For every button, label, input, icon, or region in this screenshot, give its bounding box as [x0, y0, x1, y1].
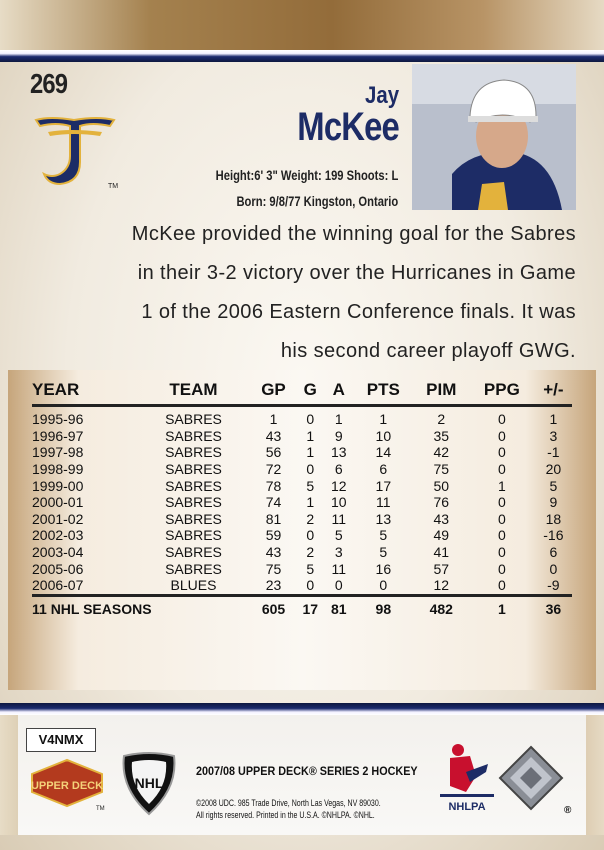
stat-pim: 35	[433, 427, 450, 444]
nhlpa-wordmark: NHLPA	[448, 801, 486, 813]
total-a: 81	[325, 595, 354, 617]
stat-pts: 13	[375, 510, 392, 527]
stat-pim: 76	[433, 494, 450, 511]
stat-ppg: 0	[497, 510, 506, 527]
trademark-label: TM	[108, 183, 119, 190]
stat-team: SABRES	[165, 444, 222, 461]
stats-row	[32, 461, 572, 478]
stat-gp: 43	[265, 427, 282, 444]
stat-year: 2006-07	[32, 577, 84, 594]
bottom-navy-stripe	[0, 703, 604, 715]
stats-row	[32, 511, 572, 528]
total-gp: 605	[251, 595, 296, 617]
stat-g: 5	[306, 560, 315, 577]
stat-pts: 1	[379, 411, 388, 428]
stat-pts: 11	[376, 494, 391, 511]
stat-g: 0	[306, 577, 315, 594]
total-ppg: 1	[469, 595, 535, 617]
stat-g: 5	[306, 477, 315, 494]
stat-pts: 10	[375, 427, 392, 444]
stat-team: SABRES	[165, 477, 222, 494]
stat-ppg: 0	[497, 461, 506, 478]
stats-row	[32, 428, 572, 445]
stats-row	[32, 577, 572, 595]
stat-year: 2000-01	[32, 494, 84, 511]
stat-year: 1997-98	[32, 444, 84, 461]
top-gold-band	[0, 0, 604, 50]
stat-g: 0	[306, 461, 315, 478]
stat-g: 2	[306, 510, 315, 527]
highlight-line: in their 3-2 victory over the Hurricanes in Game	[137, 262, 576, 284]
stats-row	[32, 544, 572, 561]
stat-team: SABRES	[165, 527, 222, 544]
product-name: 2007/08 UPPER DECK® SERIES 2 HOCKEY	[196, 764, 418, 778]
hologram-diamond-icon	[498, 745, 564, 811]
card-number: 269	[30, 68, 68, 99]
career-stats-table	[32, 378, 572, 617]
stat-a: 1	[334, 411, 343, 428]
header-a: A	[325, 378, 354, 406]
copyright-line: ©2008 UDC. 985 Trade Drive, North Las Vegas, NV 89030.	[196, 798, 381, 808]
stat-a: 9	[334, 427, 343, 444]
stat-pts: 5	[379, 527, 388, 544]
stat-pim: 12	[433, 577, 450, 594]
stat-a: 12	[330, 477, 347, 494]
stat-pts: 0	[379, 577, 388, 594]
stats-row	[32, 527, 572, 544]
stat-gp: 43	[265, 544, 282, 561]
header-g: G	[296, 378, 325, 406]
stat-a: 11	[331, 560, 347, 577]
player-photo	[412, 64, 576, 210]
stat-team: SABRES	[165, 510, 222, 527]
upper-deck-wordmark: UPPER DECK	[30, 780, 104, 792]
stat-plus-minus: 1	[549, 411, 558, 428]
stat-gp: 81	[265, 510, 282, 527]
total-plus-minus: 36	[535, 595, 572, 617]
stat-gp: 23	[265, 577, 282, 594]
stat-pts: 6	[379, 461, 388, 478]
stat-plus-minus: -1	[547, 444, 560, 461]
stat-gp: 56	[265, 444, 282, 461]
stat-ppg: 0	[497, 411, 506, 428]
stat-plus-minus: -9	[547, 577, 560, 594]
stat-plus-minus: 0	[549, 560, 558, 577]
stat-ppg: 0	[497, 527, 506, 544]
total-pim: 482	[414, 595, 469, 617]
stat-plus-minus: 20	[545, 461, 562, 478]
stat-year: 1998-99	[32, 461, 84, 478]
stat-a: 3	[334, 544, 343, 561]
stat-plus-minus: 5	[549, 477, 558, 494]
player-last-name: McKee	[297, 105, 399, 149]
stat-gp: 1	[269, 411, 278, 428]
top-navy-stripe	[0, 50, 604, 62]
stat-pts: 17	[375, 477, 392, 494]
st-louis-blues-logo-icon	[30, 112, 120, 192]
header-team: TEAM	[136, 378, 251, 406]
stat-pim: 49	[433, 527, 450, 544]
stat-team: SABRES	[165, 411, 222, 428]
header-ppg: PPG	[469, 378, 535, 406]
trademark-label: TM	[96, 806, 105, 812]
stat-g: 0	[306, 527, 315, 544]
career-totals-row	[32, 595, 572, 617]
stat-g: 2	[306, 544, 315, 561]
stat-pim: 41	[433, 544, 450, 561]
stat-year: 2005-06	[32, 560, 84, 577]
stat-a: 6	[334, 461, 343, 478]
card-code: V4NMX	[26, 728, 96, 752]
stat-team: BLUES	[170, 577, 217, 594]
stat-ppg: 0	[497, 577, 506, 594]
player-first-name: Jay	[364, 82, 399, 109]
stat-plus-minus: -16	[543, 527, 564, 544]
stat-plus-minus: 3	[549, 427, 558, 444]
stat-a: 10	[330, 494, 347, 511]
stat-ppg: 0	[497, 444, 506, 461]
stat-plus-minus: 18	[545, 510, 562, 527]
stat-gp: 74	[265, 494, 282, 511]
player-measurements: Height:6' 3" Weight: 199 Shoots: L	[215, 167, 398, 183]
highlight-line: 1 of the 2006 Eastern Conference finals. It was	[141, 301, 576, 323]
stat-team: SABRES	[165, 494, 222, 511]
stat-g: 1	[306, 494, 315, 511]
stats-row	[32, 406, 572, 428]
stat-year: 2002-03	[32, 527, 84, 544]
nhl-wordmark: NHL	[134, 775, 164, 791]
stats-header-row	[32, 378, 572, 406]
stat-a: 13	[330, 444, 347, 461]
stat-ppg: 0	[497, 560, 506, 577]
stat-plus-minus: 6	[549, 544, 558, 561]
total-pts: 98	[353, 595, 414, 617]
total-g: 17	[296, 595, 325, 617]
stat-g: 0	[306, 411, 315, 428]
upper-deck-logo-icon	[26, 756, 108, 812]
stat-team: SABRES	[165, 461, 222, 478]
header-gp: GP	[251, 378, 296, 406]
totals-label: 11 NHL SEASONS	[32, 595, 251, 617]
stat-pim: 50	[433, 477, 450, 494]
stat-pim: 42	[433, 444, 450, 461]
stat-gp: 72	[265, 461, 282, 478]
stat-gp: 59	[265, 527, 282, 544]
stat-gp: 78	[265, 477, 282, 494]
header-pim: PIM	[414, 378, 469, 406]
stat-ppg: 0	[497, 544, 506, 561]
stat-year: 1999-00	[32, 477, 84, 494]
stat-a: 5	[334, 527, 343, 544]
stat-team: SABRES	[165, 544, 222, 561]
stats-row	[32, 444, 572, 461]
stat-team: SABRES	[165, 560, 222, 577]
stat-team: SABRES	[165, 427, 222, 444]
highlight-line: his second career playoff GWG.	[280, 340, 576, 362]
nhlpa-logo-icon	[436, 742, 498, 814]
stat-ppg: 0	[497, 494, 506, 511]
registered-mark: ®	[564, 805, 572, 816]
player-birth-info: Born: 9/8/77 Kingston, Ontario	[236, 193, 398, 209]
stats-row	[32, 560, 572, 577]
stat-year: 1995-96	[32, 411, 84, 428]
stat-year: 2003-04	[32, 544, 84, 561]
stat-pts: 5	[379, 544, 388, 561]
player-highlight-text	[38, 215, 576, 371]
header-plus-minus: +/-	[535, 378, 572, 406]
stat-plus-minus: 9	[549, 494, 558, 511]
stat-pim: 57	[433, 560, 450, 577]
stat-ppg: 0	[497, 427, 506, 444]
header-year: YEAR	[32, 378, 136, 406]
stat-gp: 75	[265, 560, 282, 577]
stat-ppg: 1	[497, 477, 506, 494]
stat-a: 0	[334, 577, 343, 594]
header-pts: PTS	[353, 378, 414, 406]
stat-pts: 16	[375, 560, 392, 577]
stat-pim: 2	[437, 411, 446, 428]
stat-pim: 75	[433, 461, 450, 478]
highlight-line: McKee provided the winning goal for the Sabres	[131, 223, 576, 245]
stat-pim: 43	[433, 510, 450, 527]
copyright-line: All rights reserved. Printed in the U.S.A. ©NHLPA. ©NHL.	[196, 810, 375, 820]
stat-year: 2001-02	[32, 510, 84, 527]
stat-g: 1	[306, 444, 315, 461]
stat-g: 1	[306, 427, 315, 444]
stats-row	[32, 494, 572, 511]
stat-pts: 14	[375, 444, 392, 461]
stat-a: 11	[331, 510, 347, 527]
stats-row	[32, 477, 572, 494]
nhl-shield-logo-icon	[120, 750, 178, 816]
stat-year: 1996-97	[32, 427, 84, 444]
